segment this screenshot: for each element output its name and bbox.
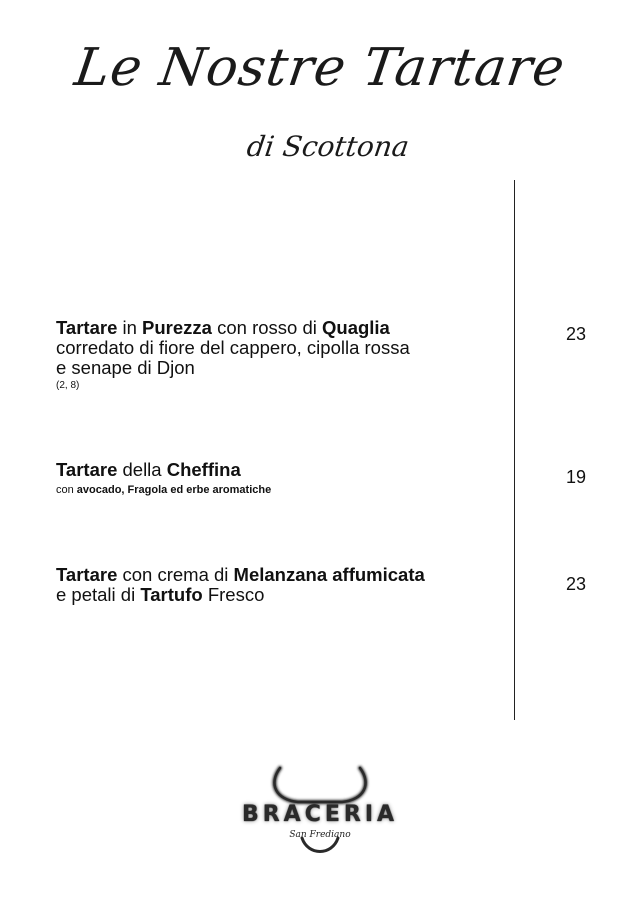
menu-item-tartare-cheffina (56, 460, 496, 498)
ingredients: avocado, Fragola ed erbe aromatiche (76, 484, 272, 496)
menu-item-tartare-melanzana (56, 565, 496, 605)
page-subtitle: di Scottona (244, 130, 412, 163)
text-segment: con crema di (117, 564, 234, 585)
allergen-codes: (2, 8) (56, 380, 80, 391)
text-segment: con rosso di (211, 317, 322, 338)
dish-keyword: Melanzana affumicata (233, 564, 425, 585)
dish-name: Tartare (56, 317, 118, 338)
page-title: Le Nostre Tartare (71, 38, 569, 98)
text-segment: e petali di (56, 584, 141, 605)
braceria-logo (228, 760, 412, 870)
menu-item-description (56, 565, 496, 605)
price: 23 (565, 574, 587, 594)
menu-item-description (56, 318, 496, 378)
text-segment: della (117, 459, 167, 480)
dish-keyword: Cheffina (166, 459, 241, 480)
text-segment: Fresco (202, 584, 265, 605)
dish-keyword: Purezza (142, 317, 212, 338)
price: 19 (565, 467, 587, 487)
price: 23 (565, 324, 587, 344)
logo-wordmark: BRACERIA (241, 802, 399, 827)
menu-item-tartare-purezza (56, 318, 496, 393)
description-line: e senape di Djon (56, 357, 195, 378)
vertical-divider (514, 180, 515, 720)
dish-name: Tartare (56, 564, 118, 585)
menu-item-subtext (56, 482, 496, 498)
text-segment: in (117, 317, 143, 338)
menu-item-description (56, 460, 496, 480)
description-line: corredato di fiore del cappero, cipolla rossa (56, 337, 410, 358)
dish-keyword: Quaglia (322, 317, 390, 338)
logo-tagline: San Frediano (289, 830, 351, 840)
dish-name: Tartare (56, 459, 118, 480)
dish-keyword: Tartufo (140, 584, 203, 605)
text-segment: con (56, 484, 77, 496)
